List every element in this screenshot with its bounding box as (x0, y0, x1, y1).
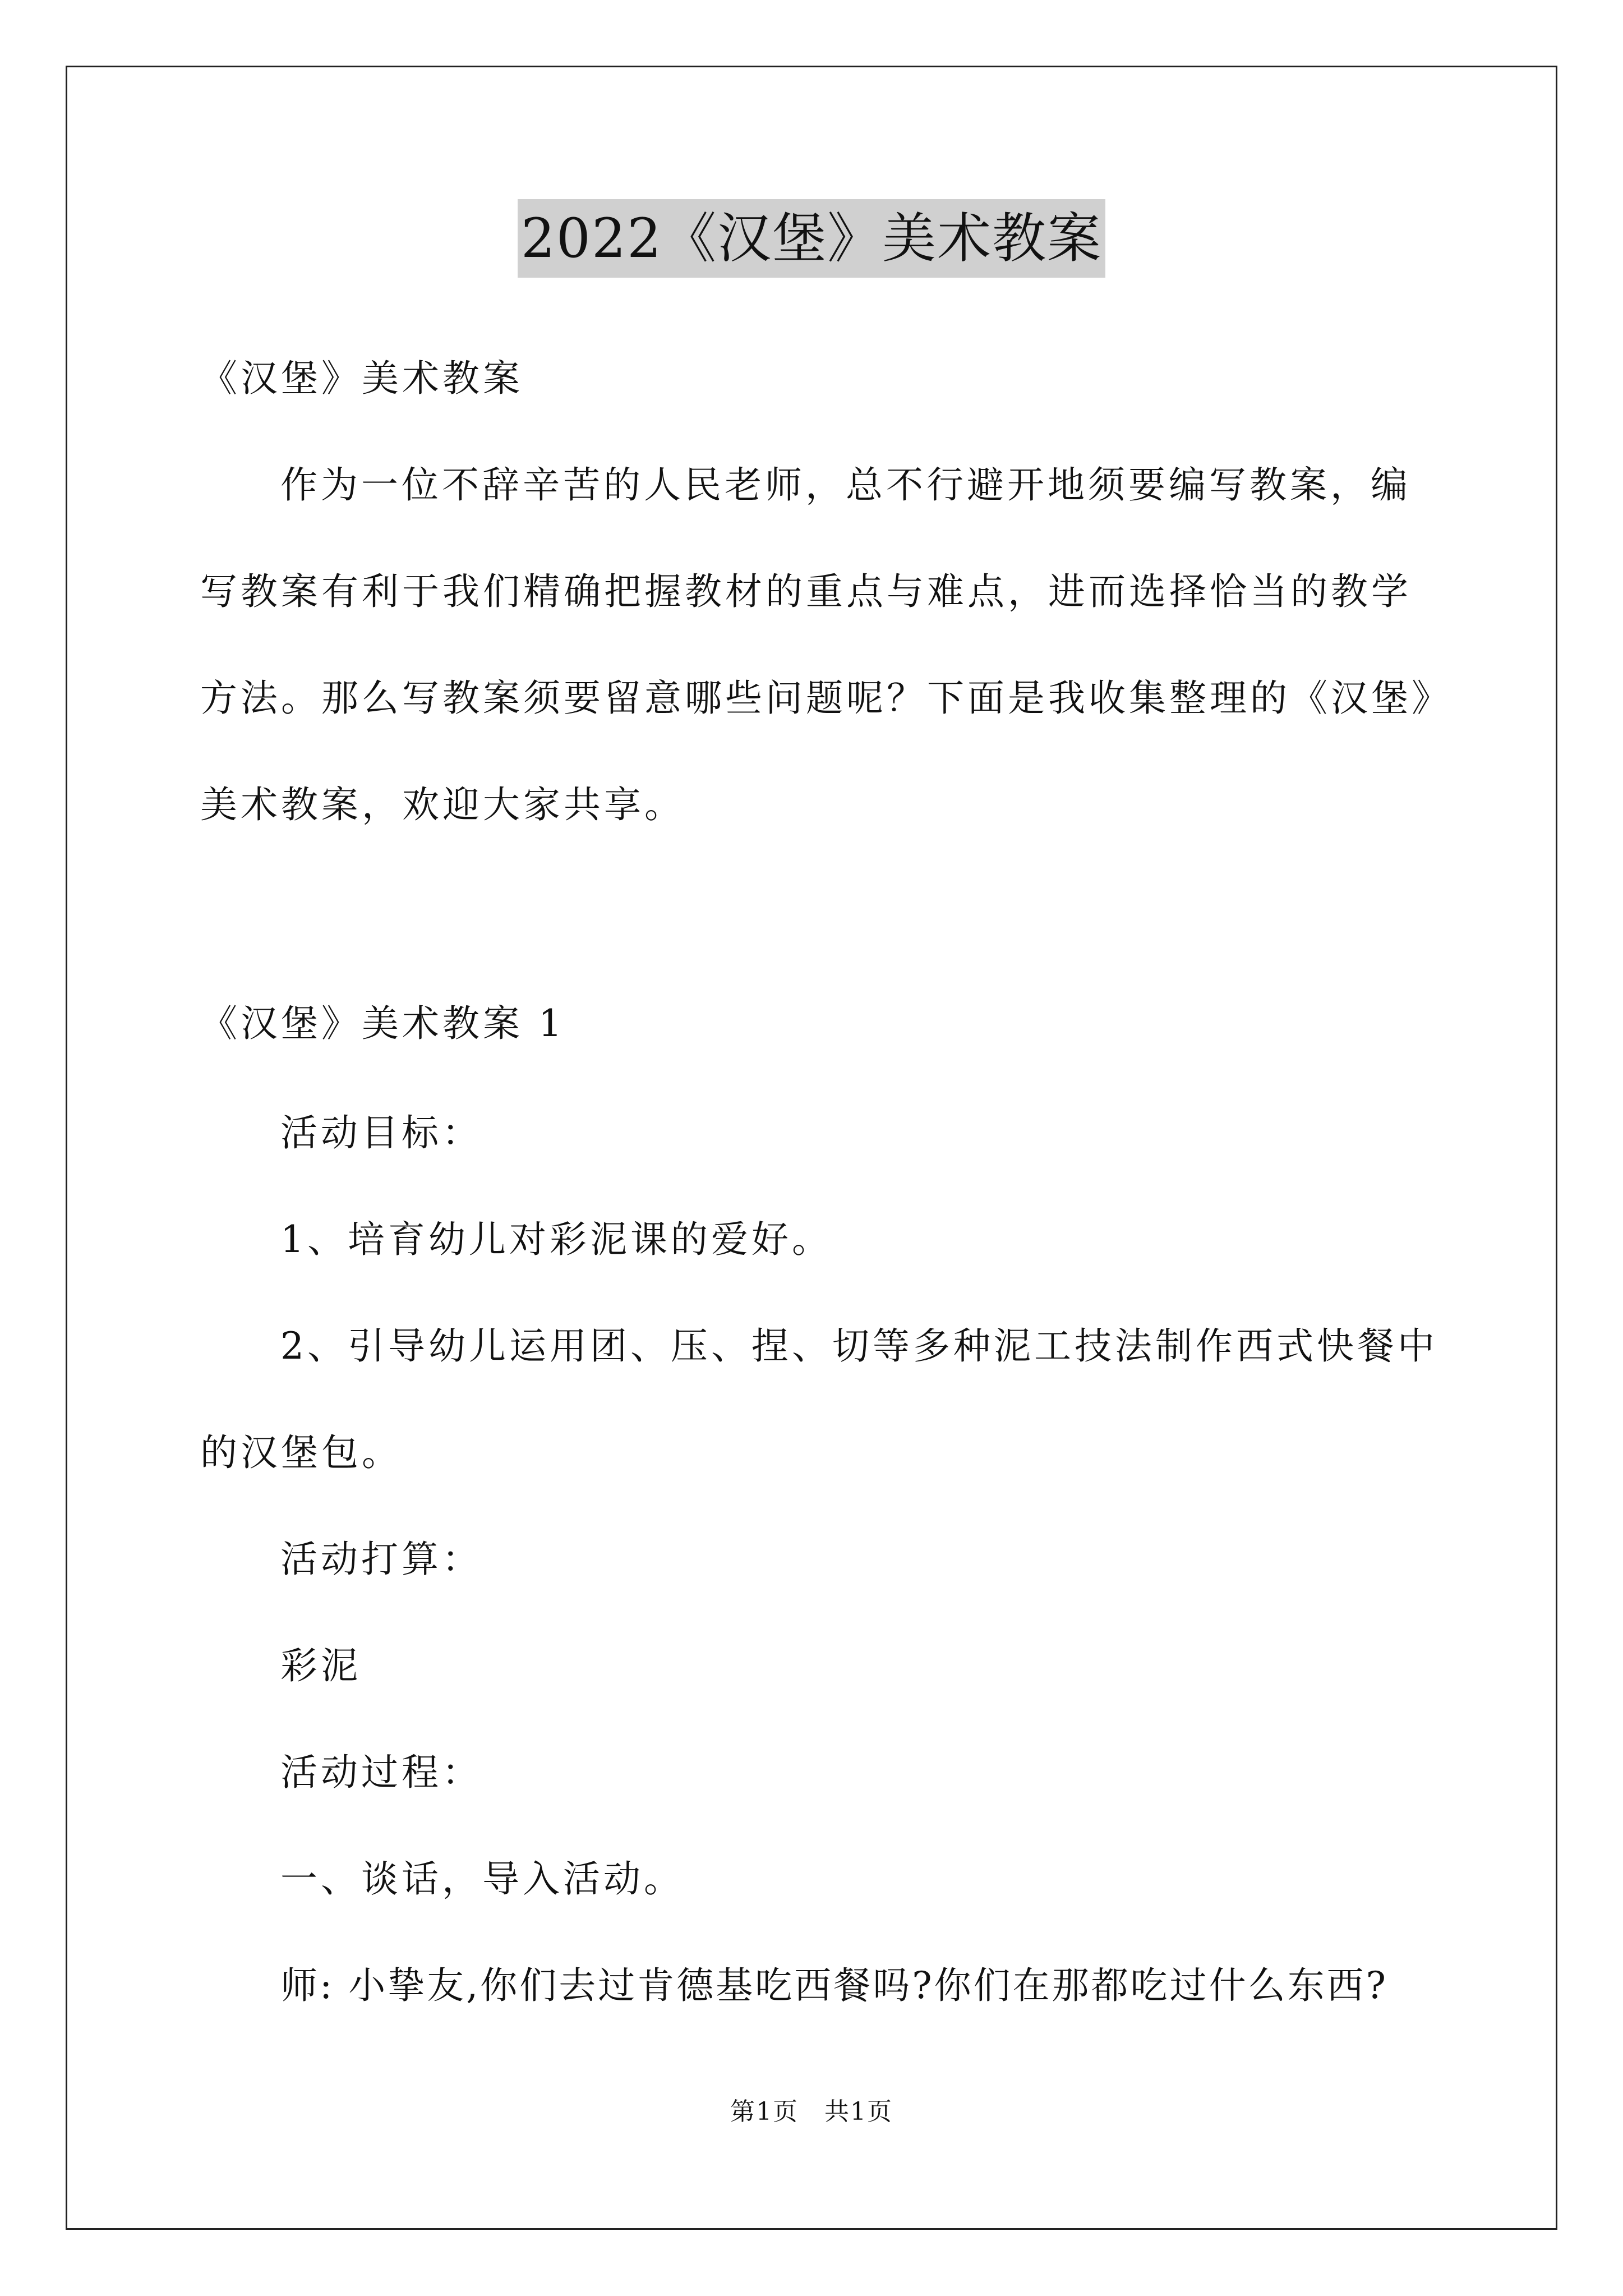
intro-line-1: 作为一位不辞辛苦的人民老师，总不行避开地须要编写教案，编 (280, 463, 1411, 507)
section-heading: 《汉堡》美术教案 1 (200, 1002, 565, 1045)
process-heading: 活动过程： (280, 1751, 482, 1794)
goal-item-1: 1、培育幼儿对彩泥课的爱好。 (280, 1218, 832, 1261)
prep-item: 彩泥 (280, 1644, 361, 1687)
document-subtitle: 《汉堡》美术教案 (200, 357, 523, 400)
intro-line-2: 写教案有利于我们精确把握教材的重点与难点，进而选择恰当的教学 (200, 570, 1412, 613)
teacher-dialogue: 师: 小挚友,你们去过肯德基吃西餐吗?你们在那都吃过什么东西? (280, 1964, 1388, 2007)
document-title: 2022《汉堡》美术教案 (518, 199, 1105, 278)
goal-heading: 活动目标： (280, 1111, 482, 1154)
goal-item-2-line-1: 2、引导幼儿运用团、压、捏、切等多种泥工技法制作西式快餐中 (280, 1324, 1438, 1368)
intro-line-3: 方法。那么写教案须要留意哪些问题呢？下面是我收集整理的《汉堡》 (200, 677, 1452, 720)
process-step-1: 一、谈话，导入活动。 (280, 1857, 684, 1901)
title-container (0, 199, 1623, 278)
page-footer: 第1页 共1页 (730, 2097, 893, 2126)
prep-heading: 活动打算： (280, 1538, 482, 1581)
intro-line-4: 美术教案，欢迎大家共享。 (200, 783, 685, 826)
goal-item-2-line-2: 的汉堡包。 (200, 1431, 402, 1474)
